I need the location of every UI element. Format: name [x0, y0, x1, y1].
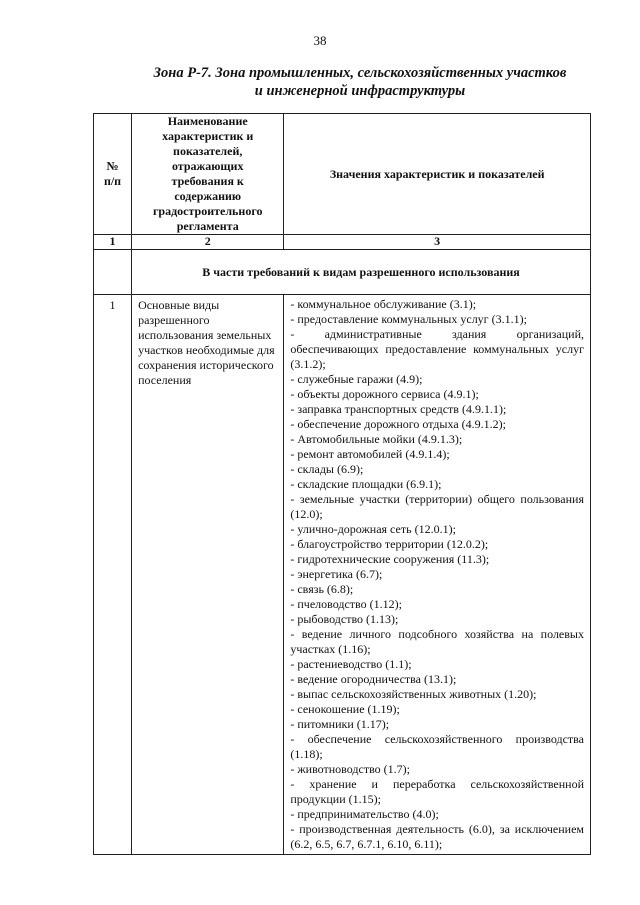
section-empty-cell	[94, 250, 132, 295]
row-characteristic-name: Основные виды разрешенного использования земельных участков необходимые для сохранения исторического поселения	[132, 295, 284, 855]
regulation-table	[93, 113, 591, 855]
list-item: - благоустройство территории (12.0.2);	[290, 537, 489, 551]
page-number: 38	[313, 33, 327, 48]
list-item: - пчеловодство (1.12);	[290, 597, 402, 611]
list-item: - энергетика (6.7);	[290, 567, 383, 581]
list-item: - гидротехнические сооружения (11.3);	[290, 552, 490, 566]
table-header-row	[94, 114, 591, 235]
list-item: - предпринимательство (4.0);	[290, 807, 439, 821]
column-number-row	[94, 235, 591, 250]
list-item: - животноводство (1.7);	[290, 762, 410, 776]
list-item: - земельные участки (территории) общего пользования (12.0);	[290, 492, 584, 521]
row-number: 1	[94, 295, 132, 855]
zone-title-line-1: Зона Р-7. Зона промышленных, сельскохозяйственных участков	[153, 65, 567, 81]
list-item: - питомники (1.17);	[290, 717, 390, 731]
list-item: - объекты дорожного сервиса (4.9.1);	[290, 387, 479, 401]
header-characteristic-values: Значения характеристик и показателей	[284, 114, 591, 235]
list-item: - Автомобильные мойки (4.9.1.3);	[290, 432, 463, 446]
section-title: В части требований к видам разрешенного использования	[132, 250, 591, 295]
list-item: - обеспечение сельскохозяйственного производства (1.18);	[290, 732, 584, 761]
list-item: - склады (6.9);	[290, 462, 364, 476]
section-row	[94, 250, 591, 295]
list-item: - сенокошение (1.19);	[290, 702, 400, 716]
list-item: - коммунальное обслуживание (3.1);	[290, 297, 477, 311]
header-num: № п/п	[94, 114, 132, 235]
zone-title	[95, 64, 625, 100]
table-row	[94, 295, 591, 855]
list-item: - хранение и переработка сельскохозяйственной продукции (1.15);	[290, 777, 584, 806]
zone-title-line-2: и инженерной инфраструктуры	[254, 83, 466, 99]
list-item: - растениеводство (1.1);	[290, 657, 412, 671]
list-item: - складские площадки (6.9.1);	[290, 477, 442, 491]
column-number-2: 2	[132, 235, 284, 250]
list-item: - рыбоводство (1.13);	[290, 612, 399, 626]
list-item: - ведение личного подсобного хозяйства на полевых участках (1.16);	[290, 627, 584, 656]
column-number-3: 3	[284, 235, 591, 250]
list-item: - предоставление коммунальных услуг (3.1.1);	[290, 312, 527, 326]
list-item: - ведение огородничества (13.1);	[290, 672, 457, 686]
list-item: - выпас сельскохозяйственных животных (1.20);	[290, 687, 537, 701]
list-item: - обеспечение дорожного отдыха (4.9.1.2);	[290, 417, 506, 431]
list-item: - ремонт автомобилей (4.9.1.4);	[290, 447, 450, 461]
list-item: - заправка транспортных средств (4.9.1.1);	[290, 402, 507, 416]
column-number-1: 1	[94, 235, 132, 250]
list-item: - служебные гаражи (4.9);	[290, 372, 423, 386]
header-characteristic-name: Наименование характеристик и показателей, отражающих требования к содержанию градостроительного регламента	[132, 114, 284, 235]
list-item: - производственная деятельность (6.0), за исключением (6.2, 6.5, 6.7, 6.7.1, 6.10, 6.11);	[290, 822, 584, 851]
list-item: - связь (6.8);	[290, 582, 354, 596]
list-item: - административные здания организаций, обеспечивающих предоставление коммунальных услуг (3.1.2);	[290, 327, 584, 371]
row-values-list	[284, 295, 591, 855]
list-item: - улично-дорожная сеть (12.0.1);	[290, 522, 456, 536]
